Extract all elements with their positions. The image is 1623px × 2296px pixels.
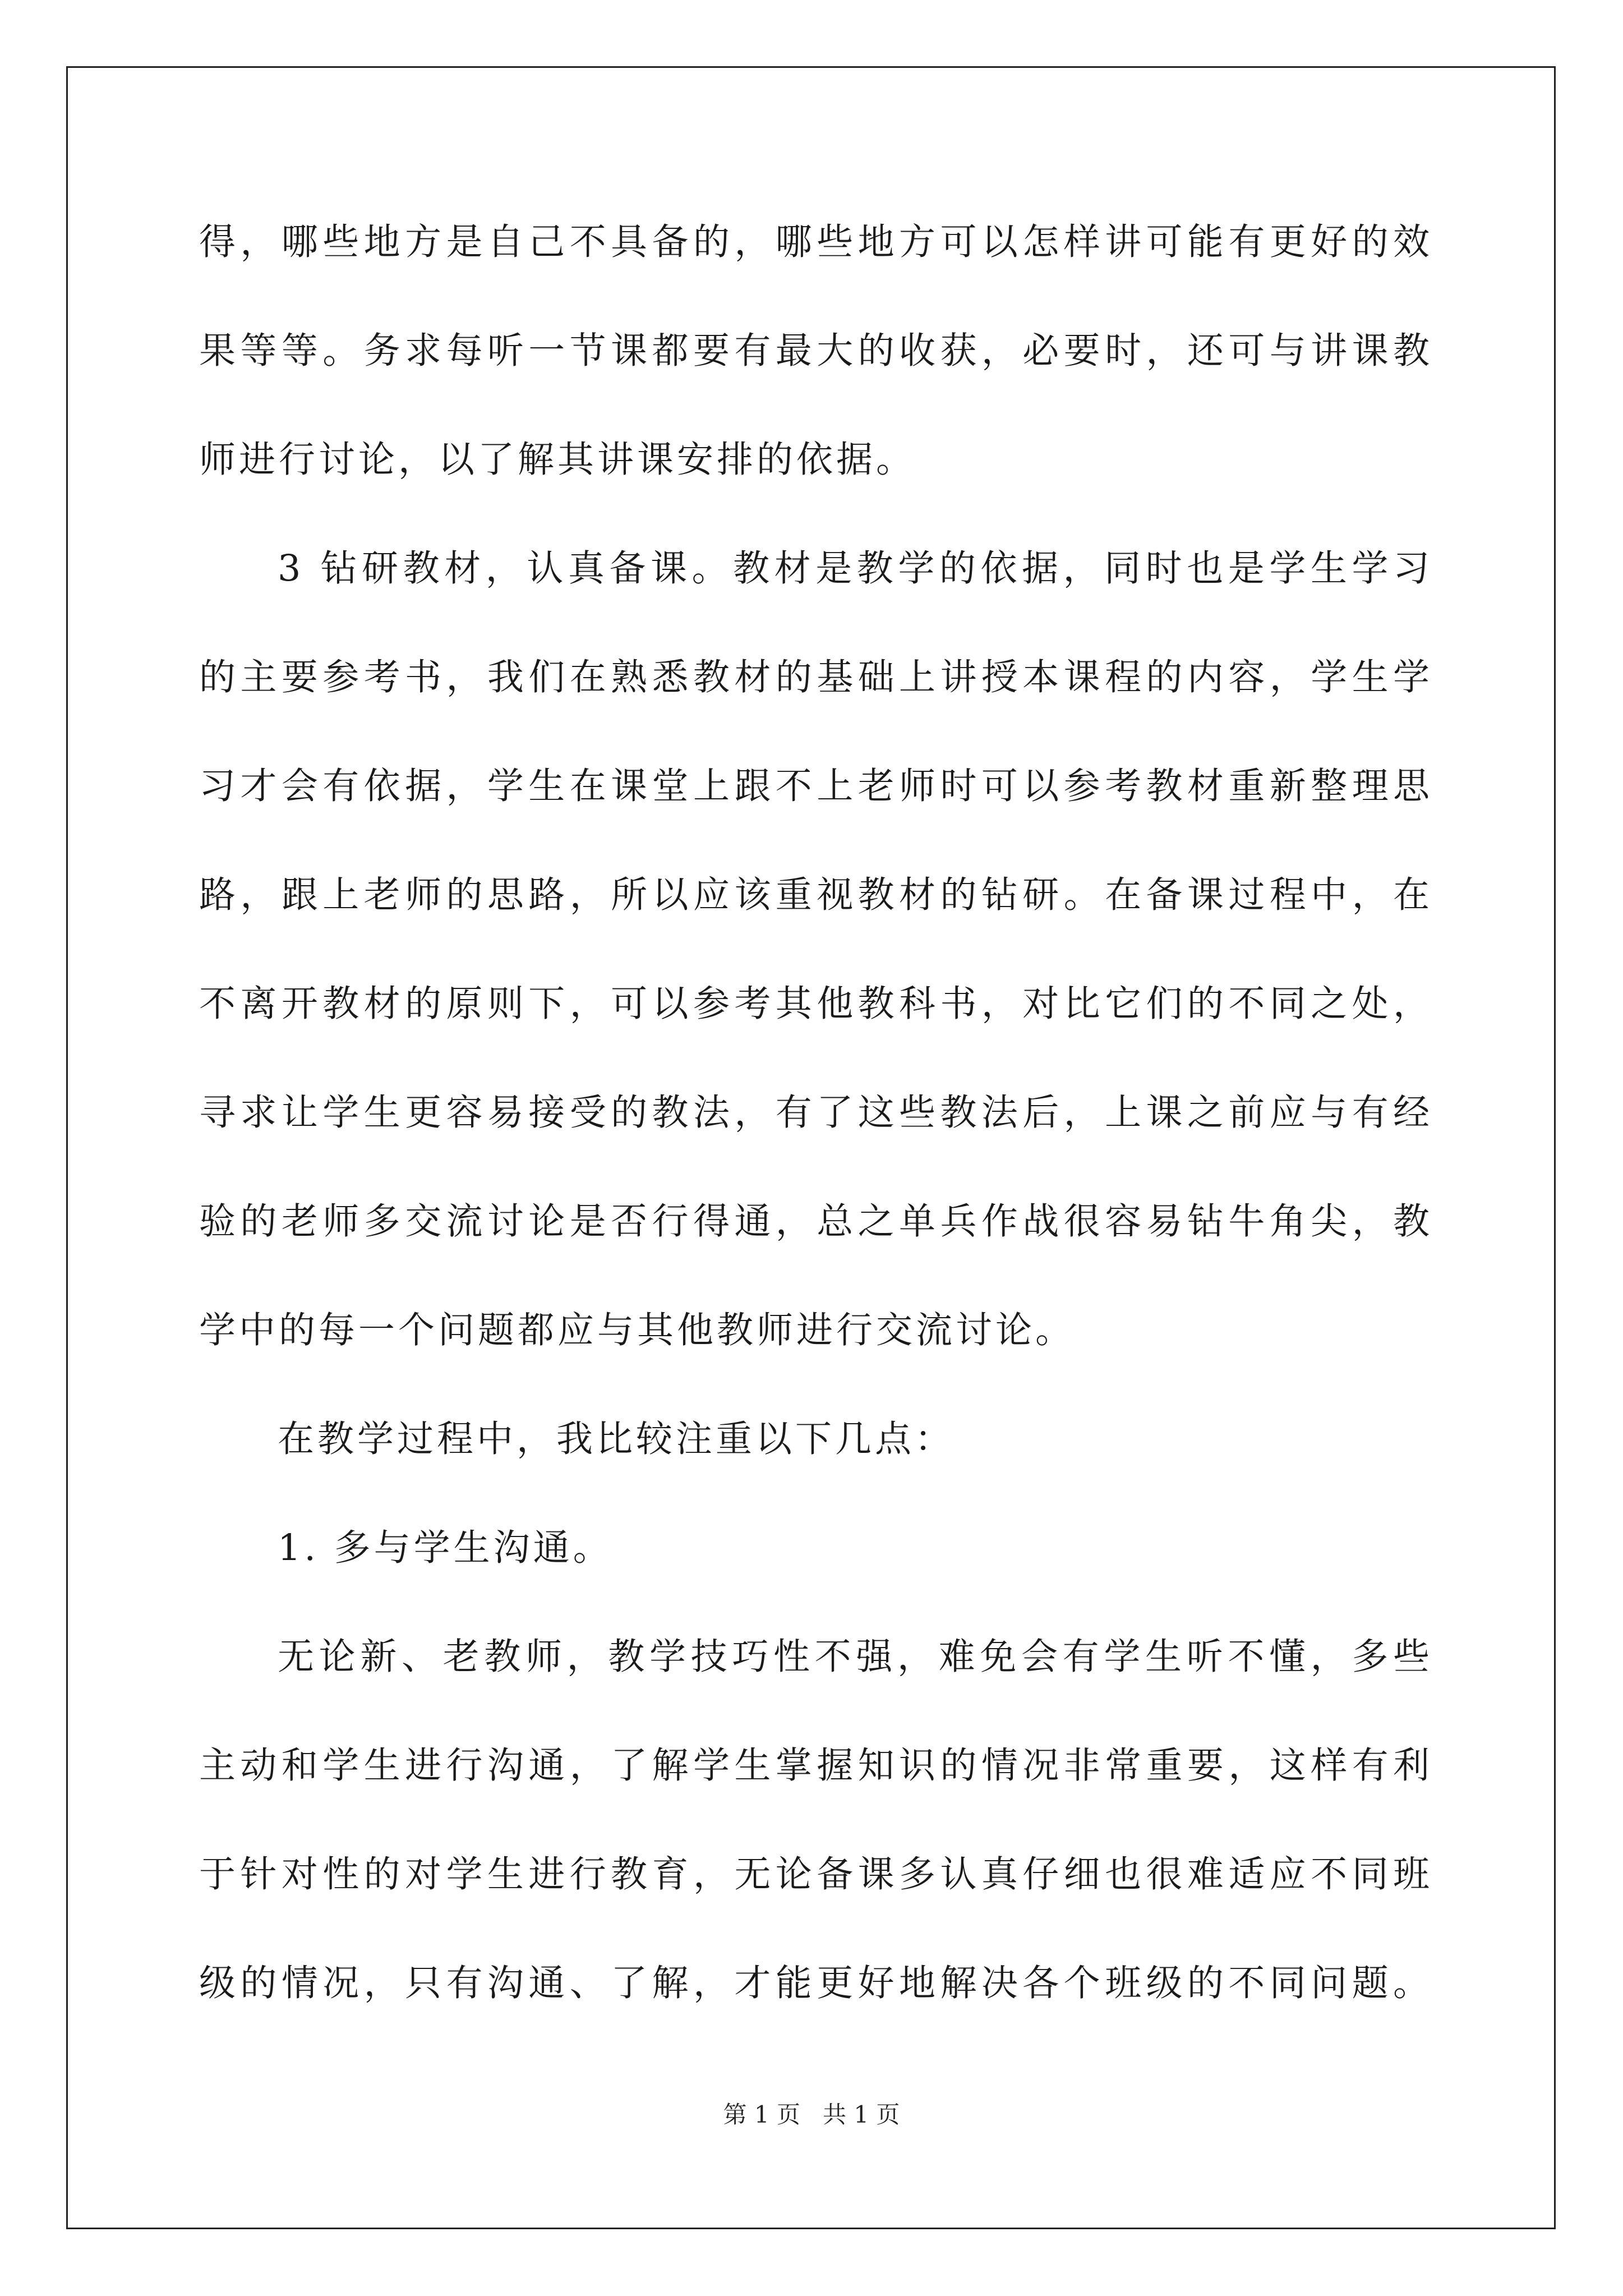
document-body <box>199 203 1433 2053</box>
text-line: 路，跟上老师的思路，所以应该重视教材的钻研。在备课过程中，在 <box>199 874 1433 916</box>
page-total: 共 1 页 <box>823 2101 900 2128</box>
text-line: 3 钻研教材，认真备课。教材是教学的依据，同时也是学生学习 <box>278 547 1433 590</box>
text-line: 师进行讨论，以了解其讲课安排的依据。 <box>199 439 916 481</box>
text-line: 验的老师多交流讨论是否行得通，总之单兵作战很容易钻牛角尖，教 <box>199 1200 1433 1243</box>
text-line: 不离开教材的原则下，可以参考其他教科书，对比它们的不同之处， <box>199 983 1433 1025</box>
text-line: 寻求让学生更容易接受的教法，有了这些教法后，上课之前应与有经 <box>199 1092 1433 1134</box>
text-line: 于针对性的对学生进行教育，无论备课多认真仔细也很难适应不同班 <box>199 1853 1433 1895</box>
text-line: 在教学过程中，我比较注重以下几点： <box>278 1418 955 1460</box>
text-line: 果等等。务求每听一节课都要有最大的收获，必要时，还可与讲课教 <box>199 330 1433 372</box>
text-line: 学中的每一个问题都应与其他教师进行交流讨论。 <box>199 1309 1076 1351</box>
text-line: 主动和学生进行沟通，了解学生掌握知识的情况非常重要，这样有利 <box>199 1745 1433 1787</box>
page-number: 第 1 页 <box>723 2101 800 2128</box>
text-line: 的主要参考书，我们在熟悉教材的基础上讲授本课程的内容，学生学 <box>199 656 1433 698</box>
text-line: 得，哪些地方是自己不具备的，哪些地方可以怎样讲可能有更好的效 <box>199 221 1433 263</box>
text-line: 习才会有依据，学生在课堂上跟不上老师时可以参考教材重新整理思 <box>199 765 1433 807</box>
text-line: 无论新、老教师，教学技巧性不强，难免会有学生听不懂，多些 <box>278 1636 1433 1678</box>
text-line: 级的情况，只有沟通、了解，才能更好地解决各个班级的不同问题。 <box>199 1962 1433 2004</box>
page-footer <box>0 2098 1623 2132</box>
list-heading: 1. 多与学生沟通。 <box>278 1527 613 1569</box>
